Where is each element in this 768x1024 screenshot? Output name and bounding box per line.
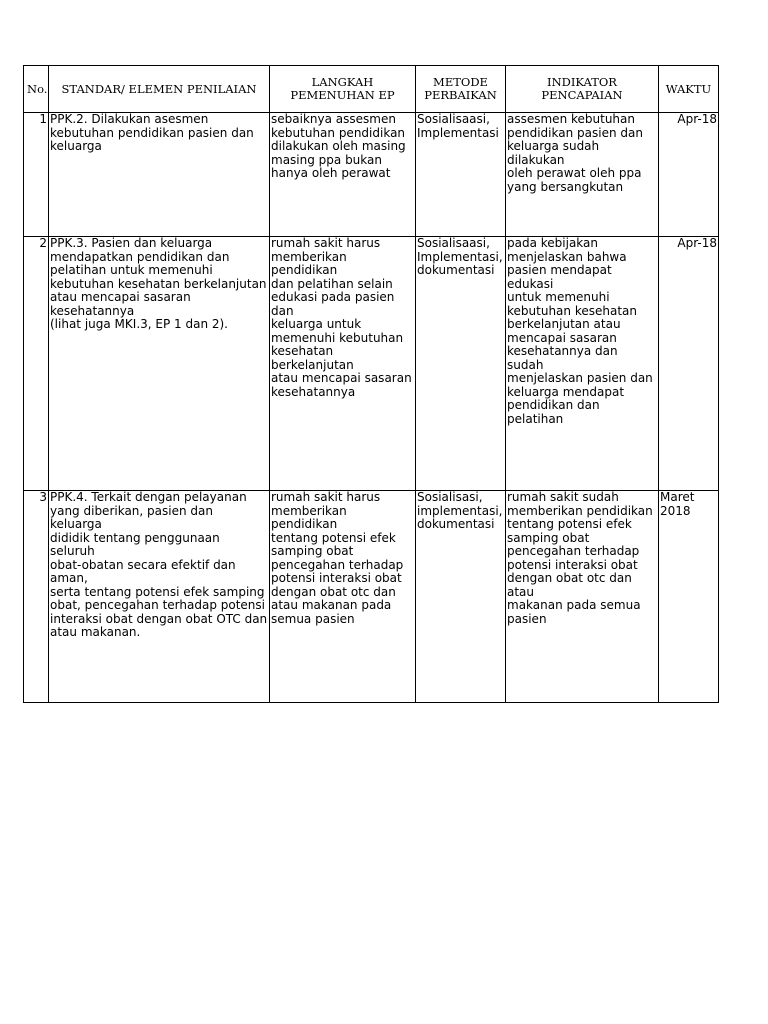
header-waktu: WAKTU [659,66,719,113]
waktu-cell: Apr-18 [659,113,719,237]
header-standar: STANDAR/ ELEMEN PENILAIAN [49,66,270,113]
table-row [24,113,719,237]
standar-cell: PPK.2. Dilakukan asesmen kebutuhan pendidikan pasien dan keluarga [49,113,270,237]
header-no: No. [24,66,49,113]
langkah-cell: rumah sakit harus memberikan pendidikan tentang potensi efek samping obat pencegahan terhadap potensi interaksi obat dengan obat otc dan atau makanan pada semua pasien [270,491,416,703]
header-langkah: LANGKAH PEMENUHAN EP [270,66,416,113]
indikator-cell: rumah sakit sudah memberikan pendidikan tentang potensi efek samping obat pencegahan terhadap potensi interaksi obat dengan obat otc dan atau makanan pada semua pasien [506,491,659,703]
table-row [24,491,719,703]
row-number: 3 [24,491,49,703]
header-row [24,66,719,113]
row-number: 1 [24,113,49,237]
indikator-cell: pada kebijakan menjelaskan bahwa pasien mendapat edukasi untuk memenuhi kebutuhan kesehatan berkelanjutan atau mencapai sasaran kesehatannya dan sudah menjelaskan pasien dan keluarga mendapat pendidikan dan pelatihan [506,237,659,491]
standar-cell: PPK.3. Pasien dan keluarga mendapatkan pendidikan dan pelatihan untuk memenuhi kebutuhan kesehatan berkelanjutan atau mencapai sasaran kesehatannya (lihat juga MKI.3, EP 1 dan 2). [49,237,270,491]
row-number: 2 [24,237,49,491]
waktu-cell: Maret 2018 [659,491,719,703]
ep-table [23,65,719,703]
metode-cell: Sosialisaasi, Implementasi [416,113,506,237]
table-row [24,237,719,491]
waktu-cell: Apr-18 [659,237,719,491]
header-indikator: INDIKATOR PENCAPAIAN [506,66,659,113]
langkah-cell: rumah sakit harus memberikan pendidikan dan pelatihan selain edukasi pada pasien dan keluarga untuk memenuhi kebutuhan kesehatan berkelanjutan atau mencapai sasaran kesehatannya [270,237,416,491]
metode-cell: Sosialisasi, implementasi, dokumentasi [416,491,506,703]
standar-cell: PPK.4. Terkait dengan pelayanan yang diberikan, pasien dan keluarga dididik tentang penggunaan seluruh obat-obatan secara efektif dan aman, serta tentang potensi efek samping obat, pencegahan terhadap potensi interaksi obat dengan obat OTC dan atau makanan. [49,491,270,703]
header-metode: METODE PERBAIKAN [416,66,506,113]
langkah-cell: sebaiknya assesmen kebutuhan pendidikan dilakukan oleh masing masing ppa bukan hanya oleh perawat [270,113,416,237]
metode-cell: Sosialisaasi, Implementasi, dokumentasi [416,237,506,491]
indikator-cell: assesmen kebutuhan pendidikan pasien dan keluarga sudah dilakukan oleh perawat oleh ppa yang bersangkutan [506,113,659,237]
